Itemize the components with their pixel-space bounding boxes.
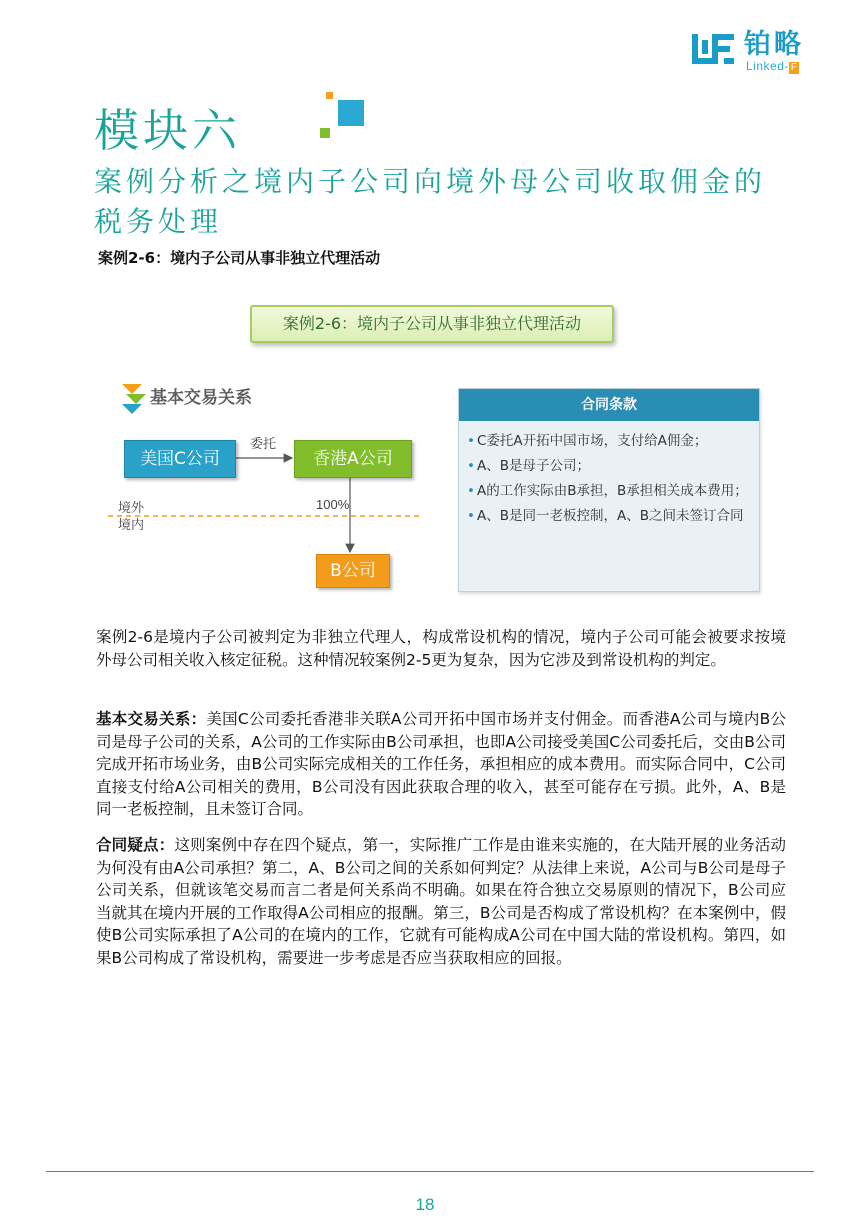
diagram-title: 基本交易关系 xyxy=(150,388,252,408)
logo-name-en xyxy=(746,59,799,74)
contract-term-text: A、B是同一老板控制，A、B之间未签订合同 xyxy=(477,508,744,524)
transaction-icon xyxy=(122,384,146,414)
paragraph-transaction xyxy=(96,708,786,821)
doubts-text: 这则案例中存在四个疑点，第一，实际推广工作是由谁来实施的，在大陆开展的业务活动为何没有由A公司承担？第二，A、B公司之间的关系如何判定？从法律上来说，A公司与B公司是母子公司关系，但就该笔交易而言二者是何关系尚不明确。如果在符合独立交易原则的情况下，B公司应当就其在境内开展的工作取得A公司相应的报酬。第三，B公司是否构成了常设机构？在本案例中，假使B公司实际承担了A公司的在境内的工作，它就有可能构成A公司在中国大陆的常设机构。第四，如果B公司构成了常设机构，需要进一步考虑是否应当获取相应的回报。 xyxy=(96,836,786,967)
domestic-label: 境内 xyxy=(118,518,145,533)
contract-terms-panel xyxy=(458,388,760,592)
contract-terms-title: 合同条款 xyxy=(459,389,759,421)
bullet-icon: • xyxy=(467,458,475,474)
entrust-label: 委托 xyxy=(250,437,277,452)
us-company-box: 美国C公司 xyxy=(124,440,236,478)
transaction-text: 美国C公司委托香港非关联A公司开拓中国市场并支付佣金。而香港A公司与境内B公司是母子公司的关系，A公司的工作实际由B公司承担，也即A公司接受美国C公司委托后，交由B公司完成开拓市场业务，由B公司实际完成相关的工作任务，承担相应的成本费用。而实际合同中，C公司直接支付给A公司相关的费用，B公司没有因此获取合理的收入，甚至可能存在亏损。此外，A、B是同一老板控制，且未签订合同。 xyxy=(96,710,786,818)
module-title: 模块六 xyxy=(94,104,242,157)
deco-square-orange xyxy=(326,92,333,99)
case-heading: 案例2-6：境内子公司从事非独立代理活动 xyxy=(98,249,381,267)
contract-term xyxy=(467,504,751,529)
case-banner: 案例2-6：境内子公司从事非独立代理活动 xyxy=(250,305,614,343)
contract-term-text: A、B是母子公司； xyxy=(477,458,590,474)
bullet-icon: • xyxy=(467,508,475,524)
bullet-icon: • xyxy=(467,483,475,499)
contract-terms-list xyxy=(467,429,751,529)
hk-company-box: 香港A公司 xyxy=(294,440,412,478)
page-number: 18 xyxy=(415,1195,435,1214)
contract-term xyxy=(467,479,751,504)
logo-name-en-text: Linked- xyxy=(746,59,789,73)
sub-title: 案例分析之境内子公司向境外母公司收取佣金的税务处理 xyxy=(94,165,767,238)
logo-name-en-mark: F xyxy=(790,62,798,73)
paragraph-intro: 案例2-6是境内子公司被判定为非独立代理人，构成常设机构的情况，境内子公司可能会被要求按境外母公司相关收入核定征税。这种情况较案例2-5更为复杂，因为它涉及到常设机构的判定。 xyxy=(96,628,786,669)
contract-term xyxy=(467,454,751,479)
transaction-label: 基本交易关系： xyxy=(96,710,207,728)
linked-f-logo-icon xyxy=(692,34,736,70)
deco-square-green xyxy=(320,128,330,138)
contract-term xyxy=(467,429,751,454)
contract-term-text: C委托A开拓中国市场，支付给A佣金； xyxy=(477,433,708,449)
doubts-label: 合同疑点： xyxy=(96,836,175,854)
b-company-box: B公司 xyxy=(316,554,390,588)
bullet-icon: • xyxy=(467,433,475,449)
footer-divider xyxy=(46,1171,814,1172)
contract-term-text: A的工作实际由B承担，B承担相关成本费用； xyxy=(477,483,748,499)
abroad-label: 境外 xyxy=(118,501,145,516)
ownership-label: 100% xyxy=(316,497,350,512)
logo-name-cn: 铂略 xyxy=(744,29,804,60)
paragraph-doubts xyxy=(96,834,786,969)
deco-square-blue xyxy=(338,100,364,126)
